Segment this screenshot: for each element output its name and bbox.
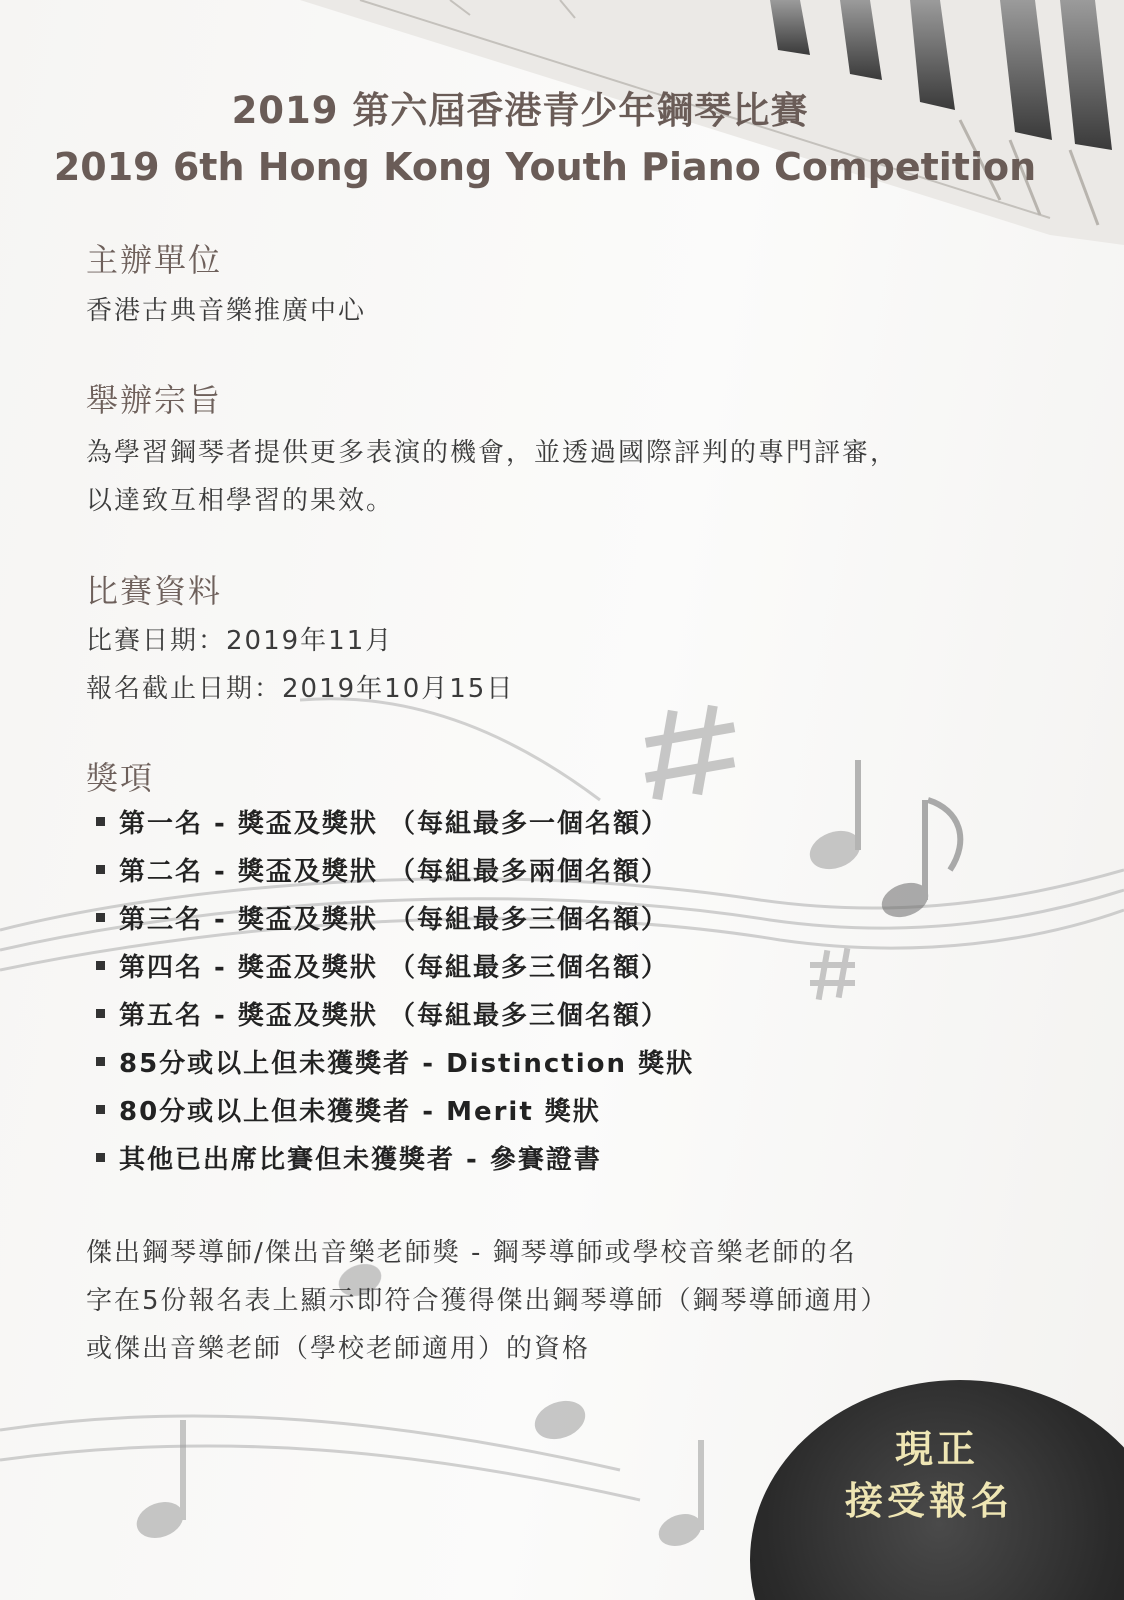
bullet-icon [96, 913, 105, 922]
bullet-icon [96, 865, 105, 874]
purpose-heading: 舉辦宗旨 [86, 381, 223, 419]
bullet-icon [96, 817, 105, 826]
organizer-heading: 主辦單位 [86, 241, 223, 279]
award-item [96, 1042, 694, 1090]
award-item [96, 946, 694, 994]
teacher-award-line-1: 傑出鋼琴導師/傑出音樂老師獎 - 鋼琴導師或學校音樂老師的名 [86, 1238, 857, 1268]
organizer-text: 香港古典音樂推廣中心 [86, 296, 367, 326]
awards-heading: 獎項 [86, 759, 155, 797]
bullet-icon [96, 1105, 105, 1114]
title-chinese: 2019 第六屆香港青少年鋼琴比賽 [231, 89, 809, 132]
purpose-line-1: 為學習鋼琴者提供更多表演的機會，並透過國際評判的專門評審， [86, 438, 899, 468]
award-text: 第五名 - 獎盃及獎狀 （每組最多三個名額） [119, 1001, 669, 1031]
title-english: 2019 6th Hong Kong Youth Piano Competition [53, 145, 1037, 189]
badge-line-2: 接受報名 [845, 1479, 1014, 1523]
purpose-line-2: 以達致互相學習的果效。 [86, 486, 395, 516]
bullet-icon [96, 1153, 105, 1162]
award-text: 第三名 - 獎盃及獎狀 （每組最多三個名額） [119, 905, 669, 935]
award-text: 80分或以上但未獲獎者 - Merit 獎狀 [119, 1097, 601, 1127]
award-text: 其他已出席比賽但未獲獎者 - 參賽證書 [119, 1145, 602, 1175]
teacher-award-line-2: 字在5份報名表上顯示即符合獲得傑出鋼琴導師（鋼琴導師適用） [86, 1286, 889, 1316]
award-text: 85分或以上但未獲獎者 - Distinction 獎狀 [119, 1049, 695, 1079]
award-item [96, 1090, 694, 1138]
award-item [96, 802, 694, 850]
award-item [96, 898, 694, 946]
competition-date: 比賽日期：2019年11月 [86, 626, 394, 656]
award-item [96, 1138, 694, 1186]
teacher-award-line-3: 或傑出音樂老師（學校老師適用）的資格 [86, 1334, 591, 1364]
award-text: 第四名 - 獎盃及獎狀 （每組最多三個名額） [119, 953, 669, 983]
bullet-icon [96, 1057, 105, 1066]
registration-deadline: 報名截止日期：2019年10月15日 [86, 674, 515, 704]
award-item [96, 994, 694, 1042]
bullet-icon [96, 961, 105, 970]
bullet-icon [96, 1009, 105, 1018]
award-item [96, 850, 694, 898]
info-heading: 比賽資料 [86, 572, 223, 610]
award-text: 第二名 - 獎盃及獎狀 （每組最多兩個名額） [119, 857, 669, 887]
award-text: 第一名 - 獎盃及獎狀 （每組最多一個名額） [119, 809, 669, 839]
awards-list [96, 802, 694, 1186]
badge-line-1: 現正 [895, 1427, 980, 1471]
